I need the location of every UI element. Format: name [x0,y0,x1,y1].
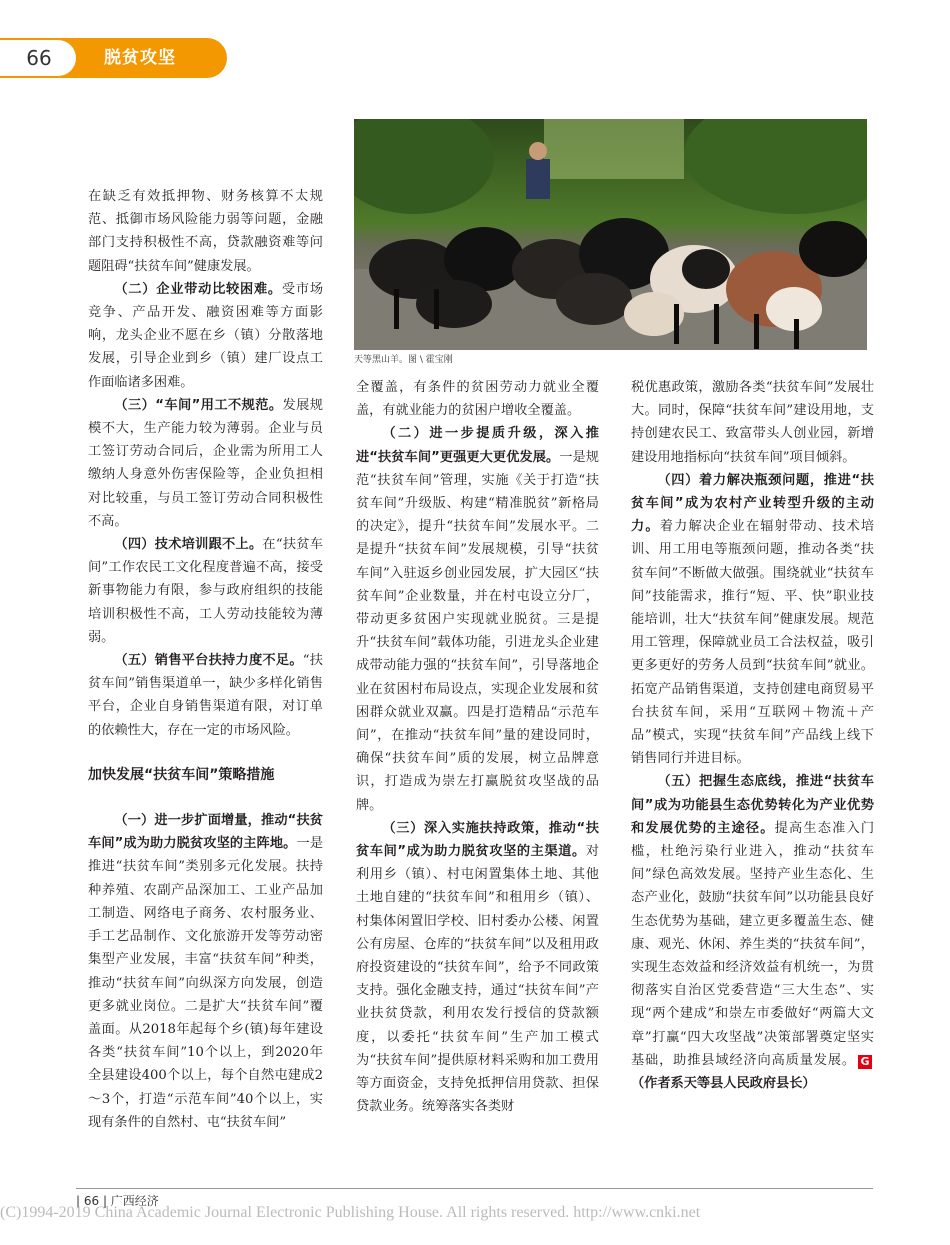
end-mark-g-icon: G [858,1055,872,1069]
page-number: 66 [26,46,52,70]
paragraph-title: （一）进一步扩面增量，推动“扶贫车间”成为助力脱贫攻坚的主阵地。 [88,813,323,852]
paragraph-title: （三）深入实施扶持政策，推动“扶贫车间”成为助力脱贫攻坚的主渠道。 [356,820,599,860]
paragraph [356,817,599,1119]
paragraph [88,649,323,742]
author-note: （作者系天等县人民政府县长） [631,1076,816,1092]
paragraph-title: （二）进一步提质升级，深入推进“扶贫车间”更强更大更优发展。 [356,426,599,465]
paragraph: 全覆盖，有条件的贫困劳动力就业全覆盖，有就业能力的贫困户增收全覆盖。 [356,380,599,419]
paragraph-body: 受市场竞争、产品开发、融资困难等方面影响，龙头企业不愿在乡（镇）分散落地发展，引导企业到乡（镇）建厂设点工作面临诸多困难。 [88,281,324,390]
paragraph [88,809,323,1134]
paragraph-body: 对利用乡（镇）、村屯闲置集体土地、其他土地自建的“扶贫车间”和租用乡（镇）、村集体闲置旧学校、旧村委办公楼、闲置公有房屋、仓库的“扶贫车间”以及租用政府投资建设的“扶贫车间”，给予不同政策支持。强化金融支持，通过“扶贫车间”产业扶贫贷款，利用农发行授信的贷款额度，以委托“扶贫车间”生产加工模式为“扶贫车间”提供原材料采购和加工费用等方面资金，支持免抵押信用贷款、担保贷款业务。统筹落实各类财 [356,844,599,1115]
footer-divider [76,1188,873,1189]
paragraph-body: 着力解决企业在辐射带动、技术培训、用工用电等瓶颈问题，推动各类“扶贫车间”不断做大做强。围绕就业“扶贫车间”技能需求，推行“短、平、快”职业技能培训，壮大“扶贫车间”健康发展。规范用工管理，保障就业员工合法权益，吸引更多更好的劳务人员到“扶贫车间”就业。拓宽产品销售渠道，支持创建电商贸易平台扶贫车间，采用“互联网＋物流＋产品”模式，实现“扶贫车间”产品线上线下销售同行并进目标。 [631,519,875,767]
paragraph-body: 在“扶贫车间”工作农民工文化程度普遍不高，接受新事物能力有限，参与政府组织的技能培训积极性不高，工人劳动技能较为薄弱。 [88,537,323,645]
paragraph [631,469,874,771]
paragraph-title: （五）销售平台扶持力度不足。 [114,653,303,669]
paragraph: 在缺乏有效抵押物、财务核算不太规范、抵御市场风险能力弱等问题，金融部门支持积极性不高，贷款融资难等问题阻碍“扶贫车间”健康发展。 [88,189,323,274]
paragraph-body: “扶贫车间”销售渠道单一，缺少多样化销售平台，企业自身销售渠道有限，对订单的依赖性大，存在一定的市场风险。 [88,653,323,738]
goats-photo-illustration [354,119,867,350]
paragraph-title: （四）技术培训跟不上。 [114,537,263,553]
copyright-watermark: (C)1994-2019 China Academic Journal Electronic Publishing House. All rights reserved. http://www.cnki.net [0,1204,701,1221]
column-3 [631,376,874,1095]
paragraph-title: （二）企业带动比较困难。 [114,281,282,297]
paragraph [356,422,599,816]
footer-journal: | 66 | 广西经济 [76,1194,159,1208]
paragraph-title: （三）“车间”用工不规范。 [114,397,283,413]
column-2 [356,376,599,1119]
paragraph [88,278,323,394]
paragraph [631,770,874,1095]
section-subheading: 加快发展“扶贫车间”策略措施 [88,766,275,783]
photo-caption: 天等黑山羊。图 \ 霍宝刚 [354,355,453,365]
paragraph-title: （五）把握生态底线，推进“扶贫车间”成为功能县生态优势转化为产业优势和发展优势的主途径。 [631,774,874,836]
paragraph: 税优惠政策，激励各类“扶贫车间”发展壮大。同时，保障“扶贫车间”建设用地，支持创建农民工、致富带头人创业园，新增建设用地指标向“扶贫车间”项目倾斜。 [631,380,874,465]
paragraph-body: 一是推进“扶贫车间”类别多元化发展。扶持种养殖、农副产品深加工、工业产品加工制造、网络电子商务、农村服务业、手工艺品制作、文化旅游开发等劳动密集型产业发展，丰富“扶贫车间”种类，推动“扶贫车间”向纵深方向发展，创造更多就业岗位。二是扩大“扶贫车间”覆盖面。从2018年起每个乡(镇)每年建设各类“扶贫车间”10个以上，到2020年全县建设400个以上，每个自然屯建成2～3个，打造“示范车间”40个以上，实现有条件的自然村、屯“扶贫车间” [88,836,324,1130]
column-1 [88,185,323,1134]
section-title: 脱贫攻坚 [104,48,176,68]
paragraph-body: 提高生态准入门槛，杜绝污染行业进入，推动“扶贫车间”绿色高效发展。坚持产业生态化、生态产业化，鼓励“扶贫车间”以功能县良好生态优势为基础，建立更多覆盖生态、健康、观光、休闲、养生类的“扶贫车间”，实现生态效益和经济效益有机统一，为贯彻落实自治区党委营造“三大生态”、实现“两个建成”和崇左市委做好“两篇大文章”打赢“四大攻坚战”决策部署奠定坚实基础，助推县域经济向高质量发展。 [631,820,875,1068]
paragraph [88,533,323,649]
goats-photo [354,119,867,350]
paragraph-body: 发展规模不大，生产能力较为薄弱。企业与员工签订劳动合同后，企业需为所用工人缴纳人身意外伤害保险等，企业负担相对比较重，与员工签订劳动合同积极性不高。 [88,397,323,529]
paragraph-title: （四）着力解决瓶颈问题，推进“扶贫车间”成为农村产业转型升级的主动力。 [631,472,874,535]
paragraph-body: 一是规范“扶贫车间”管理，实施《关于打造“扶贫车间”升级版、构建“精准脱贫”新格局的决定》，提升“扶贫车间”发展水平。二是提升“扶贫车间”发展规模，引导“扶贫车间”入驻返乡创业园发展，扩大园区“扶贫车间”企业数量，并在村屯设立分厂，带动更多贫困户实现就业脱贫。三是提升“扶贫车间”载体功能，引进龙头企业建成带动能力强的“扶贫车间”，引导落地企业在贫困村布局设点，实现企业发展和贫困群众就业双赢。四是打造精品“示范车间”，在推动“扶贫车间”量的建设同时，确保“扶贫车间”质的发展，树立品牌意识，打造成为崇左打赢脱贫攻坚战的品牌。 [356,449,599,813]
paragraph [88,394,323,533]
